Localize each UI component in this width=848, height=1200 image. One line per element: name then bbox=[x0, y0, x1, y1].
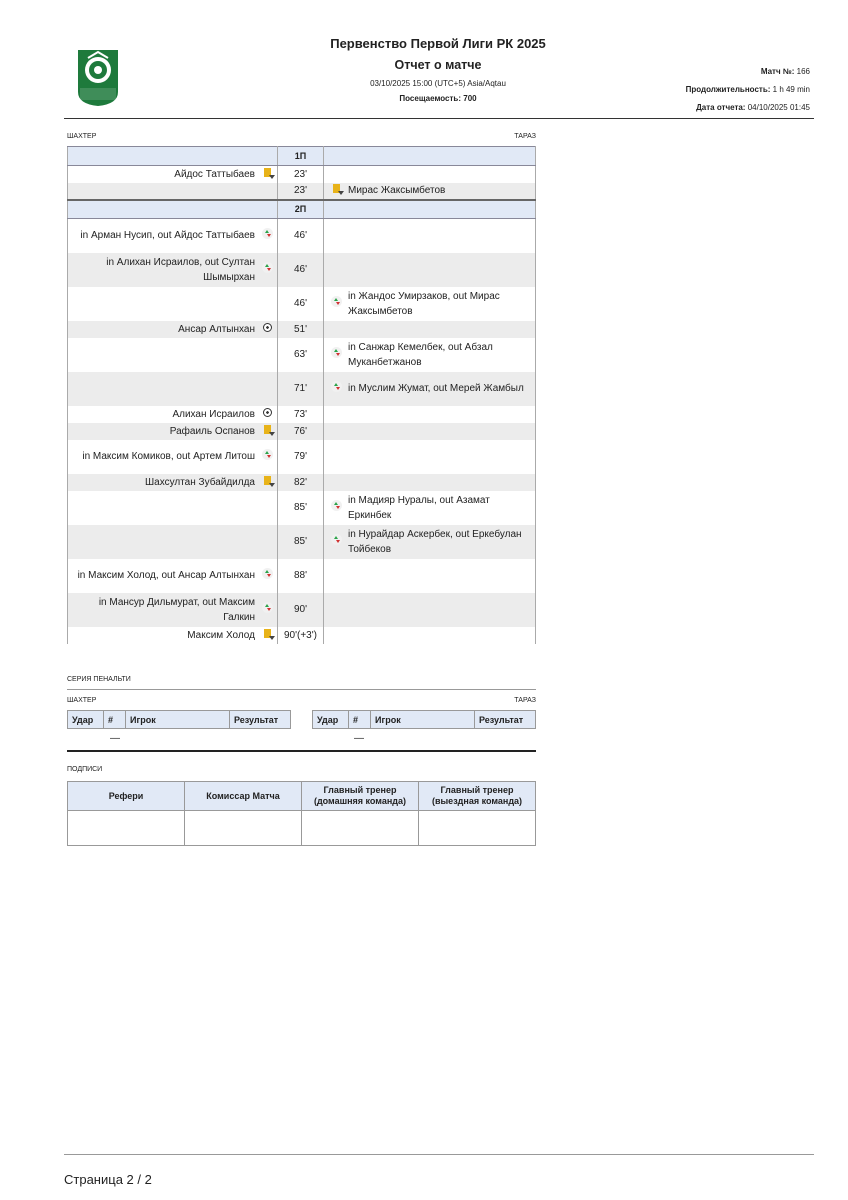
events-table bbox=[67, 146, 536, 644]
home-event-cell bbox=[68, 338, 278, 372]
event-row bbox=[68, 491, 536, 525]
period-label: 2П bbox=[278, 200, 324, 219]
match-duration: Продолжительность: 1 h 49 min bbox=[685, 85, 810, 94]
goal-ball-icon bbox=[261, 322, 273, 337]
penalties-end-divider bbox=[67, 750, 536, 752]
away-event-cell bbox=[324, 525, 536, 559]
penalties-home-team: ШАХТЕР bbox=[67, 697, 97, 704]
team-names bbox=[67, 133, 536, 140]
away-team-name: ТАРАЗ bbox=[514, 133, 536, 140]
home-event-cell bbox=[68, 166, 278, 183]
away-event-cell bbox=[324, 627, 536, 644]
sig-away-coach-cell bbox=[419, 811, 536, 846]
substitution-icon bbox=[261, 568, 273, 584]
yellow-card-icon bbox=[261, 475, 273, 490]
penalties-home-empty: — bbox=[110, 733, 120, 744]
away-event-cell bbox=[324, 491, 536, 525]
substitution-icon bbox=[330, 347, 342, 363]
event-text: Алихан Исраилов bbox=[172, 408, 255, 420]
away-event-cell bbox=[324, 559, 536, 593]
period-row bbox=[68, 200, 536, 219]
home-event-cell bbox=[68, 525, 278, 559]
event-row bbox=[68, 559, 536, 593]
yellow-card-icon bbox=[261, 167, 273, 182]
period-row bbox=[68, 147, 536, 166]
col-shot: Удар bbox=[68, 711, 104, 729]
col-player: Игрок bbox=[371, 711, 475, 729]
away-event-cell bbox=[324, 440, 536, 474]
substitution-icon bbox=[330, 534, 342, 550]
event-row bbox=[68, 321, 536, 338]
event-minute: 90'(+3') bbox=[278, 627, 324, 644]
event-text: Мирас Жаксымбетов bbox=[348, 185, 446, 196]
event-row bbox=[68, 474, 536, 491]
event-row bbox=[68, 219, 536, 253]
league-title: Первенство Первой Лиги РК 2025 bbox=[330, 36, 546, 51]
event-row bbox=[68, 287, 536, 321]
event-row bbox=[68, 593, 536, 627]
event-text: in Муслим Жумат, out Мерей Жамбыл bbox=[348, 383, 524, 394]
event-minute: 23' bbox=[278, 183, 324, 200]
home-event-cell bbox=[68, 321, 278, 338]
away-event-cell bbox=[324, 253, 536, 287]
col-shot: Удар bbox=[313, 711, 349, 729]
event-minute: 85' bbox=[278, 491, 324, 525]
event-minute: 23' bbox=[278, 166, 324, 183]
home-event-cell bbox=[68, 183, 278, 200]
substitution-icon bbox=[261, 228, 273, 244]
home-event-cell bbox=[68, 491, 278, 525]
substitution-icon bbox=[261, 262, 273, 278]
attendance: Посещаемость: 700 bbox=[399, 94, 477, 103]
match-number: Матч №: 166 bbox=[760, 67, 810, 76]
col-player: Игрок bbox=[126, 711, 230, 729]
report-subtitle: Отчет о матче bbox=[394, 58, 482, 72]
away-event-cell bbox=[324, 287, 536, 321]
substitution-icon bbox=[261, 602, 273, 618]
event-text: in Максим Холод, out Ансар Алтынхан bbox=[77, 570, 255, 581]
yellow-card-icon bbox=[261, 424, 273, 439]
yellow-card-icon bbox=[330, 183, 342, 198]
col-number: # bbox=[104, 711, 126, 729]
event-row bbox=[68, 406, 536, 423]
event-row bbox=[68, 525, 536, 559]
away-event-cell bbox=[324, 406, 536, 423]
substitution-icon bbox=[261, 449, 273, 465]
event-text: in Жандос Умирзаков, out Мирас Жаксымбетов bbox=[348, 290, 500, 317]
event-text: Максим Холод bbox=[187, 629, 255, 641]
event-text: in Мадияр Нуралы, out Азамат Еркинбек bbox=[348, 494, 490, 521]
away-event-cell bbox=[324, 372, 536, 406]
event-text: in Мансур Дильмурат, out Максим Галкин bbox=[98, 596, 255, 623]
away-event-cell bbox=[324, 593, 536, 627]
penalties-divider bbox=[67, 689, 536, 690]
penalties-away-empty: — bbox=[354, 733, 364, 744]
event-row bbox=[68, 338, 536, 372]
penalties-home-table bbox=[67, 710, 291, 729]
away-event-cell bbox=[324, 338, 536, 372]
event-minute: 63' bbox=[278, 338, 324, 372]
home-event-cell bbox=[68, 372, 278, 406]
event-minute: 46' bbox=[278, 219, 324, 253]
event-text: Айдос Таттыбаев bbox=[174, 168, 255, 180]
sig-commissioner-cell bbox=[185, 811, 302, 846]
col-result: Результат bbox=[230, 711, 291, 729]
signatures-table bbox=[67, 781, 536, 846]
goal-ball-icon bbox=[261, 407, 273, 422]
substitution-icon bbox=[330, 296, 342, 312]
footer-divider bbox=[64, 1154, 814, 1155]
away-event-cell bbox=[324, 423, 536, 440]
event-text: in Нурайдар Аскербек, out Еркебулан Тойбеков bbox=[348, 528, 522, 555]
away-event-cell bbox=[324, 166, 536, 183]
event-row bbox=[68, 423, 536, 440]
event-minute: 85' bbox=[278, 525, 324, 559]
home-event-cell bbox=[68, 559, 278, 593]
home-event-cell bbox=[68, 593, 278, 627]
event-text: in Арман Нусип, out Айдос Таттыбаев bbox=[80, 230, 255, 242]
sig-referee-cell bbox=[68, 811, 185, 846]
home-team-name: ШАХТЕР bbox=[67, 133, 97, 140]
event-minute: 46' bbox=[278, 287, 324, 321]
sig-commissioner-header: Комиссар Матча bbox=[185, 782, 302, 811]
home-event-cell bbox=[68, 253, 278, 287]
event-text: Рафаиль Оспанов bbox=[169, 425, 255, 437]
penalties-away-team: ТАРАЗ bbox=[514, 697, 536, 704]
yellow-card-icon bbox=[261, 628, 273, 643]
match-meta bbox=[686, 63, 810, 117]
event-minute: 51' bbox=[278, 321, 324, 338]
event-row bbox=[68, 372, 536, 406]
signatures-title: ПОДПИСИ bbox=[67, 766, 103, 773]
col-number: # bbox=[349, 711, 371, 729]
event-minute: 71' bbox=[278, 372, 324, 406]
home-event-cell bbox=[68, 440, 278, 474]
event-text: in Алихан Исраилов, out Султан Шымырхан bbox=[106, 256, 255, 283]
event-text: in Максим Комиков, out Артем Литош bbox=[82, 451, 255, 462]
home-event-cell bbox=[68, 423, 278, 440]
home-event-cell bbox=[68, 219, 278, 253]
event-minute: 46' bbox=[278, 253, 324, 287]
event-minute: 88' bbox=[278, 559, 324, 593]
away-event-cell bbox=[324, 474, 536, 491]
sig-home-coach-header: Главный тренер (домашняя команда) bbox=[302, 782, 419, 811]
home-event-cell bbox=[68, 474, 278, 491]
event-minute: 76' bbox=[278, 423, 324, 440]
away-event-cell bbox=[324, 219, 536, 253]
penalties-title: СЕРИЯ ПЕНАЛЬТИ bbox=[67, 676, 131, 683]
period-label: 1П bbox=[278, 147, 324, 166]
event-minute: 79' bbox=[278, 440, 324, 474]
penalties-away-table bbox=[312, 710, 536, 729]
away-event-cell bbox=[324, 183, 536, 200]
event-row bbox=[68, 627, 536, 644]
away-event-cell bbox=[324, 321, 536, 338]
event-row bbox=[68, 166, 536, 183]
col-result: Результат bbox=[475, 711, 536, 729]
home-event-cell bbox=[68, 406, 278, 423]
event-minute: 82' bbox=[278, 474, 324, 491]
sig-home-coach-cell bbox=[302, 811, 419, 846]
home-event-cell bbox=[68, 287, 278, 321]
page-number: Страница 2 / 2 bbox=[64, 1172, 152, 1187]
match-datetime: 03/10/2025 15:00 (UTC+5) Asia/Aqtau bbox=[370, 79, 506, 88]
sig-referee-header: Рефери bbox=[68, 782, 185, 811]
substitution-icon bbox=[330, 381, 342, 397]
event-text: in Санжар Кемелбек, out Абзал Муканбетжанов bbox=[348, 341, 493, 368]
sig-away-coach-header: Главный тренер (выездная команда) bbox=[419, 782, 536, 811]
event-row bbox=[68, 183, 536, 200]
event-minute: 73' bbox=[278, 406, 324, 423]
event-text: Ансар Алтынхан bbox=[178, 323, 255, 335]
event-row bbox=[68, 440, 536, 474]
event-minute: 90' bbox=[278, 593, 324, 627]
header-divider bbox=[64, 118, 814, 119]
event-row bbox=[68, 253, 536, 287]
report-date: Дата отчета: 04/10/2025 01:45 bbox=[696, 103, 810, 112]
event-text: Шахсултан Зубайдилда bbox=[144, 476, 255, 488]
home-event-cell bbox=[68, 627, 278, 644]
substitution-icon bbox=[330, 500, 342, 516]
